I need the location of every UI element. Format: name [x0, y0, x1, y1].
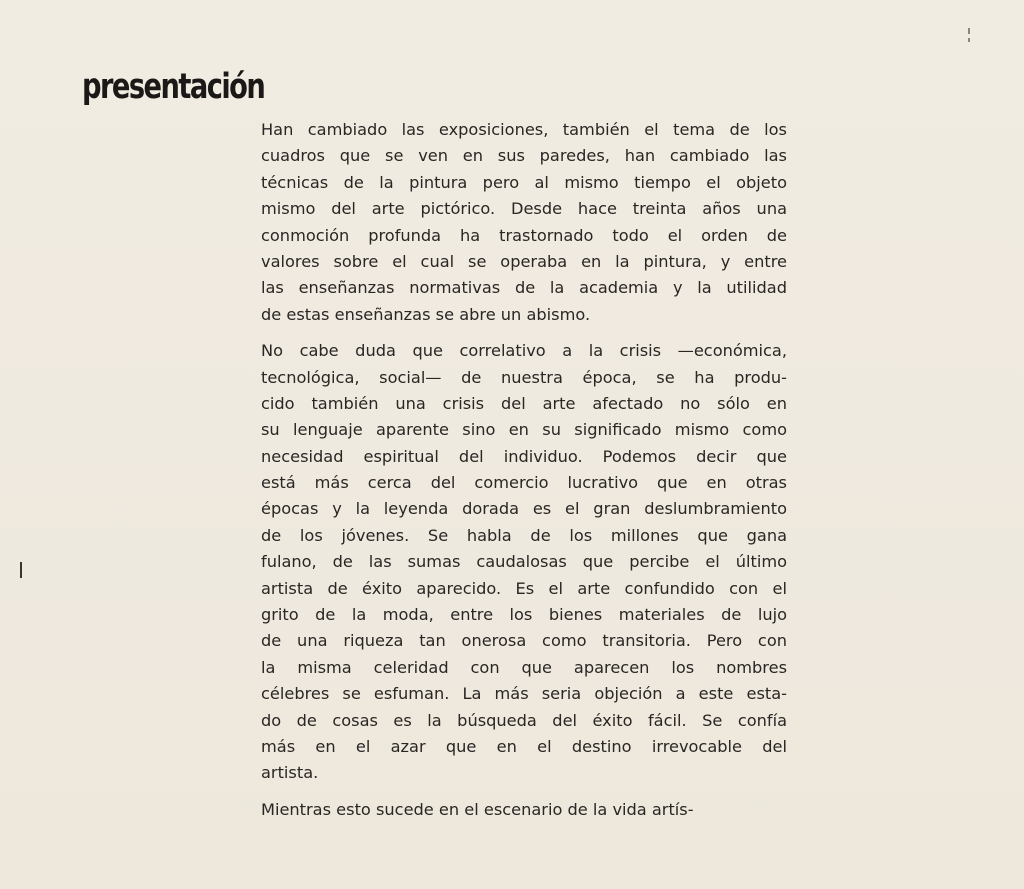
text-line: mismo del arte pictórico. Desde hace treinta años una — [261, 199, 787, 219]
text-line: valores sobre el cual se operaba en la pintura, y entre — [261, 251, 787, 271]
text-line: tecnológica, social— de nuestra época, se ha produ- — [261, 367, 787, 387]
text-line: de los jóvenes. Se habla de los millones que gana — [261, 525, 787, 545]
text-line: Mientras esto sucede en el escenario de la vida artís- — [261, 799, 694, 819]
text-line: su lenguaje aparente sino en su significado mismo como — [261, 420, 787, 440]
text-line: grito de la moda, entre los bienes materiales de lujo — [261, 605, 787, 625]
text-line: las enseñanzas normativas de la academia y la utilidad — [261, 278, 787, 298]
paragraph-1 — [261, 117, 787, 328]
text-line: Han cambiado las exposiciones, también el tema de los — [261, 120, 787, 139]
body-text — [261, 117, 787, 833]
text-line: está más cerca del comercio lucrativo que en otras — [261, 473, 787, 493]
text-line: la misma celeridad con que aparecen los nombres — [261, 657, 787, 677]
text-line: épocas y la leyenda dorada es el gran deslumbramiento — [261, 499, 787, 519]
margin-mark — [20, 562, 22, 578]
text-line: más en el azar que en el destino irrevocable del — [261, 736, 787, 756]
corner-mark — [968, 28, 970, 34]
text-line: necesidad espiritual del individuo. Podemos decir que — [261, 446, 787, 466]
text-line: de estas enseñanzas se abre un abismo. — [261, 304, 591, 324]
text-line: cuadros que se ven en sus paredes, han cambiado las — [261, 146, 787, 166]
paragraph-3 — [261, 797, 787, 823]
text-line: do de cosas es la búsqueda del éxito fácil. Se confía — [261, 710, 787, 730]
text-line: artista de éxito aparecido. Es el arte confundido con el — [261, 578, 787, 598]
text-line: No cabe duda que correlativo a la crisis —económica, — [261, 341, 787, 361]
text-line: fulano, de las sumas caudalosas que percibe el último — [261, 552, 787, 572]
page-title: presentación — [82, 67, 265, 107]
corner-mark — [968, 38, 970, 42]
text-line: cido también una crisis del arte afectado no sólo en — [261, 393, 787, 413]
paragraph-2 — [261, 338, 787, 787]
text-line: de una riqueza tan onerosa como transitoria. Pero con — [261, 631, 787, 651]
text-line: técnicas de la pintura pero al mismo tiempo el objeto — [261, 172, 787, 192]
text-line: artista. — [261, 763, 319, 783]
text-line: célebres se esfuman. La más seria objeción a este esta- — [261, 684, 787, 704]
text-line: conmoción profunda ha trastornado todo el orden de — [261, 225, 787, 245]
